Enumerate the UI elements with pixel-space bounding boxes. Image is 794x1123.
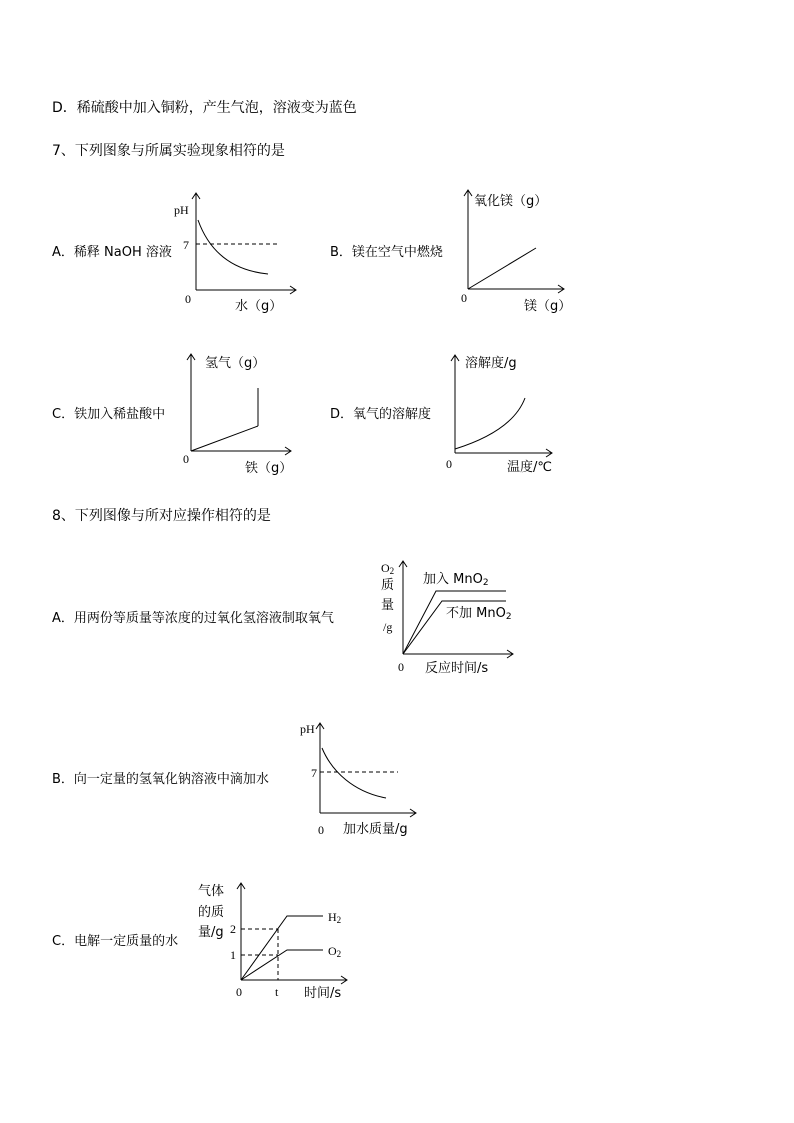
q8-c-tick-t: t — [275, 985, 279, 999]
q8-a-ylabel-unit: /g — [383, 620, 393, 634]
q7-c-ylabel: 氢气（g） — [205, 356, 266, 371]
q7-c-xlabel: 铁（g） — [245, 461, 293, 476]
q8-b-graph — [310, 720, 420, 820]
q8-c-ylabel-3: 量/g — [198, 925, 224, 940]
q8-c-line1-label: $H_2$ — [328, 910, 342, 925]
q7-b-origin: 0 — [461, 291, 467, 305]
q7-c-label: C．铁加入稀盐酸中 — [52, 407, 166, 422]
q7-d-ylabel: 溶解度/g — [465, 356, 517, 371]
q8-c-line2-label: $O_2$ — [328, 944, 342, 959]
q7-b-ylabel: 氧化镁（g） — [474, 194, 548, 209]
q8-b-ref: 7 — [311, 766, 317, 780]
q8-b-xlabel: 加水质量/g — [343, 822, 408, 837]
q7-c-origin: 0 — [183, 452, 189, 466]
q8-a-line2-label: 不加 MnO$_2$ — [446, 606, 512, 622]
q8-a-xlabel: 反应时间/s — [425, 661, 489, 676]
q8-a-label: A．用两份等质量等浓度的过氧化氢溶液制取氧气 — [52, 611, 334, 626]
q7-a-ylabel: pH — [174, 203, 189, 217]
q8-stem: 8、下列图像与所对应操作相符的是 — [52, 508, 271, 524]
q8-c-label: C．电解一定质量的水 — [52, 934, 179, 949]
q8-b-origin: 0 — [318, 823, 324, 837]
q8-c-ylabel-1: 气体 — [198, 884, 225, 899]
q8-a-line1-label: 加入 MnO$_2$ — [423, 572, 489, 588]
q8-a-origin: 0 — [398, 660, 404, 674]
q7-a-label: A．稀释 NaOH 溶液 — [52, 245, 172, 260]
q8-c-xlabel: 时间/s — [304, 986, 342, 1001]
q6-option-d: D．稀硫酸中加入铜粉，产生气泡，溶液变为蓝色 — [52, 100, 357, 116]
q7-a-ref: 7 — [183, 238, 189, 252]
q8-c-ylabel-2: 的质 — [198, 905, 225, 920]
q8-a-ylabel-zhi: 质 — [381, 578, 395, 593]
q8-b-ylabel: pH — [300, 722, 315, 736]
q8-c-tick-2: 2 — [230, 922, 236, 936]
q7-a-graph — [170, 190, 310, 300]
q7-b-label: B．镁在空气中燃烧 — [330, 245, 443, 260]
q7-d-xlabel: 温度/℃ — [507, 460, 552, 475]
q7-a-xlabel: 水（g） — [235, 299, 283, 314]
q8-c-graph — [235, 880, 355, 990]
q8-a-ylabel-liang: 量 — [381, 598, 395, 613]
q8-a-ylabel-o2: $O_2$ — [381, 561, 395, 576]
q7-d-origin: 0 — [446, 457, 452, 471]
q8-c-tick-1: 1 — [230, 948, 236, 962]
q7-d-label: D．氧气的溶解度 — [330, 407, 432, 422]
q7-a-origin: 0 — [185, 292, 191, 306]
q8-b-label: B．向一定量的氢氧化钠溶液中滴加水 — [52, 772, 269, 787]
q7-stem: 7、下列图象与所属实验现象相符的是 — [52, 143, 285, 159]
q7-b-xlabel: 镁（g） — [524, 299, 572, 314]
q8-c-origin: 0 — [236, 985, 242, 999]
